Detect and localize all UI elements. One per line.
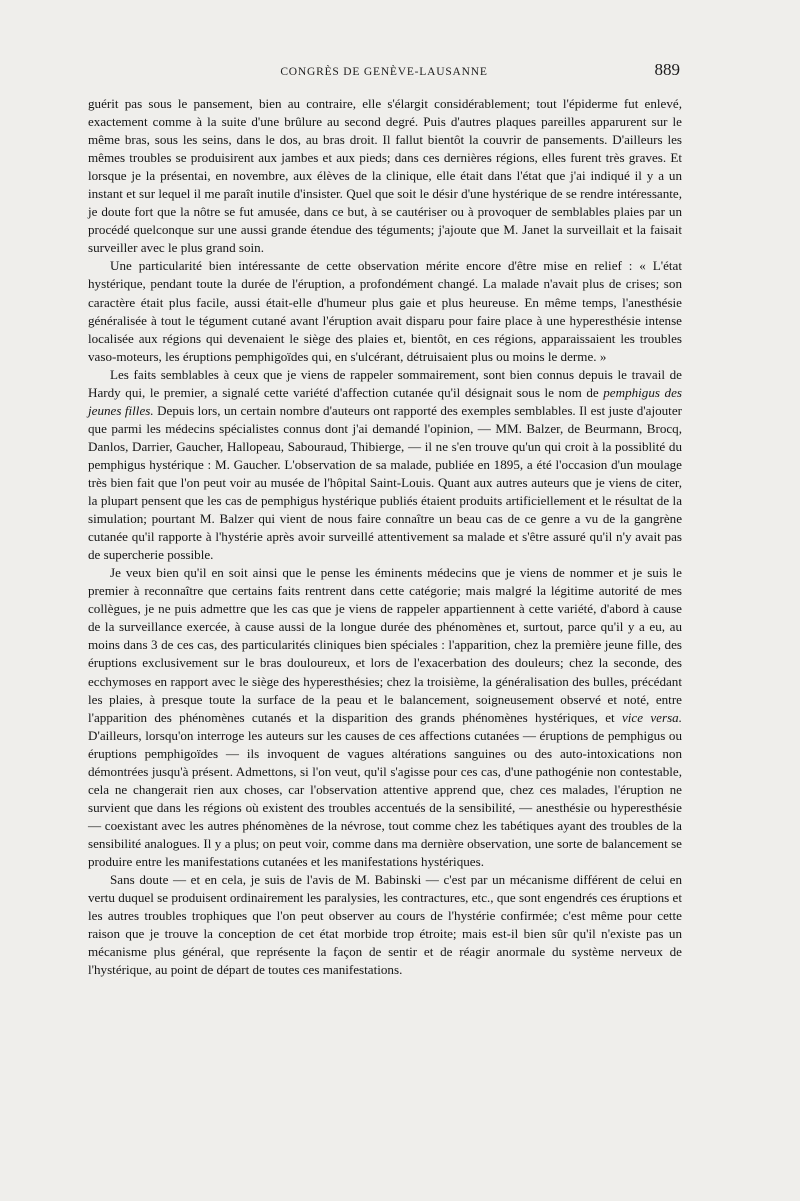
page-header (88, 62, 680, 82)
body-text (88, 95, 682, 979)
paragraph: Sans doute — et en cela, je suis de l'avis de M. Babinski — c'est par un mécanisme différent de celui en vertu duquel se produisent ordinairement les paralysies, les contractures, etc., que sont engendrés ces éruptions et les autres troubles trophiques que l'on peut observer au cours de l'hystérie confirmée; c'est même pour cette raison que je trouve la conception de cet état morbide trop étroite; mais est-il bien sûr qu'il n'existe pas un mécanisme plus général, que représente la façon de sentir et de réagir anormale du système nerveux de l'hystérique, au point de départ de toutes ces manifestations. (88, 872, 682, 978)
paragraph-continued: guérit pas sous le pansement, bien au contraire, elle s'élargit considérablement; tout l'épiderme fut enlevé, exactement comme à la suite d'une brûlure au second degré. Puis d'autres plaques pareilles apparurent sur le même bras, sous les seins, dans le dos, au bras droit. Il fallut bientôt la couvrir de pansements. D'ailleurs les mêmes troubles se produisirent aux jambes et aux pieds; dans ces dernières régions, elles furent très graves. Et lorsque je la présentai, en novembre, aux élèves de la clinique, elle était dans l'état que j'ai indiqué il y a un instant et sur lequel il me paraît inutile d'insister. Quel que soit le désir d'une hystérique de se rendre intéressante, je doute fort que la nôtre se fut amusée, dans ce but, à se cautériser ou à provoquer de semblables plaies par un procédé quelconque sur une aussi grande étendue des téguments; j'ajoute que M. Janet la surveillait et la faisait surveiller avec le plus grand soin. (88, 96, 682, 256)
paragraph-text: D'ailleurs, lorsqu'on interroge les auteurs sur les causes de ces affections cutanées — éruptions de pemphigus ou éruptions pemphigoïdes — ils invoquent de vagues altérations sanguines ou des auto-intoxications non démontrées jusqu'à présent. Admettons, si l'on veut, qu'il s'agisse pour ces cas, d'une pathogénie non contestable, cela ne changerait rien aux choses, car l'observation attentive apprend que, chez ces malades, l'éruption ne survient que dans les régions où existent des troubles accentués de la sensibilité, — anesthésie ou hyperesthésie — coexistant avec les autres phénomènes de la névrose, tout comme chez les tabétiques ayant des troubles de la sensibilité analogues. Il y a plus; on peut voir, comme dans ma dernière observation, une sorte de balancement se produire entre les manifestations cutanées et les manifestations hystériques. (88, 727, 682, 869)
page-number: 889 (654, 60, 680, 79)
paragraph-text: Depuis lors, un certain nombre d'auteurs ont rapporté des exemples semblables. Il est juste d'ajouter que parmi les médecins spécialistes connus dont j'ai demandé l'opinion, — MM. Balzer, de Beurmann, Brocq, Danlos, Darrier, Gaucher, Hallopeau, Sabouraud, Thibierge, — il ne s'en trouve qu'un qui croit à la possiblité du pemphigus hystérique : M. Gaucher. L'observation de sa malade, publiée en 1895, a été l'occasion d'un moulage très bien fait que l'on peut voir au musée de l'hôpital Saint-Louis. Quant aux autres auteurs que je viens de citer, la plupart pensent que les cas de pemphigus hystérique publiés étaient produits artificiellement et le résultat de la simulation; pourtant M. Balzer qui vient de nous faire connaître un beau cas de ce genre a vu de la gangrène cutanée qu'il rapporte à l'hystérie après avoir surveillé attentivement sa malade et s'être assuré qu'il n'y avait pas de supercherie possible. (88, 402, 682, 563)
paragraph: Une particularité bien intéressante de cette observation mérite encore d'être mise en relief : « L'état hystérique, pendant toute la durée de l'éruption, a profondément changé. La malade n'avait plus de crises; son caractère était plus facile, aussi était-elle d'humeur plus gaie et plus heureuse. En même temps, l'anesthésie généralisée à tout le tégument cutané avant l'éruption avait disparu pour faire place à une hyperesthésie intense localisée aux régions qui devenaient le siège des plaies et, bientôt, en ces régions, apparaissaient les troubles vaso-moteurs, les éruptions pemphigoïdes qui, en s'ulcérant, détruisaient plus ou moins le derme. » (88, 258, 682, 364)
paragraph-text: Je veux bien qu'il en soit ainsi que le pense les éminents médecins que je viens de nommer et je suis le premier à reconnaître que certains faits rentrent dans cette catégorie; mais malgré la légitime autorité de mes collègues, je ne puis admettre que les cas que je viens de rappeler appartiennent à cette variété, d'abord à cause de la surveillance exercée, à cause aussi de la longue durée des phénomènes et, surtout, parce qu'il y a eu, au moins dans 3 de ces cas, des particularités cliniques bien spéciales : l'apparition, chez la première jeune fille, des éruptions exclusivement sur le bras douloureux, et lors de l'exacerbation des douleurs; chez la seconde, des ecchymoses en rapport avec le siège des hyperesthésies; chez la troisième, la généralisation des bulles, précédant les plaies, à presque toute la surface de la peau et le balancement, soigneusement observé et noté, entre l'apparition des phénomènes cutanés et la disparition des grands phénomènes hystériques, et (88, 565, 682, 725)
paragraph-text: Les faits semblables à ceux que je viens de rappeler sommairement, sont bien connus depuis le travail de Hardy qui, le premier, a signalé cette variété d'affection cutanée qu'il désignait sous le nom de (88, 366, 682, 400)
running-head: CONGRÈS DE GENÈVE-LAUSANNE (280, 66, 488, 78)
paragraph (88, 564, 682, 871)
paragraph (88, 366, 682, 565)
italic-term: pemphigus des jeunes filles. (88, 384, 682, 418)
italic-term: vice versa. (621, 709, 682, 725)
